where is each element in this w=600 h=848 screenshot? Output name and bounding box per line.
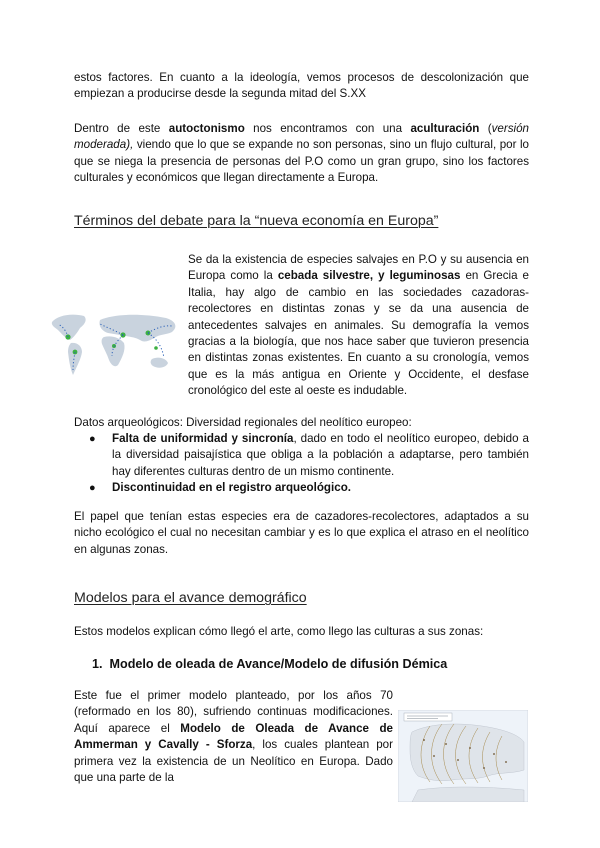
site-dot	[423, 739, 425, 741]
paragraph-especies-salvajes: Se da la existencia de especies salvajes en P.O y su ausencia en Europa como la cebada silvestre, y leguminosas en Grecia e Italia, hay algo de cambio en las sociedades cazadoras-recolectores en distintas zonas y se da una ausencia de antecedentes salvajes en animales. Su demografía la vemos gracias a la biología, que nos hace saber que tuvieron presencia en distintas zonas existentes. En cuanto a su cronología, vemos que es la más antigua en Oriente y Occidente, el desfase cronológico del este al oeste es indudable.	[74, 252, 529, 400]
site-dot	[483, 767, 485, 769]
bullet-list-diversidad	[74, 431, 529, 497]
paragraph-datos-arqueologicos: Datos arqueológicos: Diversidad regionales del neolítico europeo:	[74, 416, 412, 429]
europe-map-image	[398, 710, 528, 802]
site-dot	[457, 759, 459, 761]
site-dot	[505, 761, 507, 763]
origin-marker	[154, 346, 158, 350]
africa-coast	[412, 787, 524, 802]
paragraph-estos-modelos: Estos modelos explican cómo llegó el arte, como llego las culturas a sus zonas:	[74, 625, 484, 638]
paragraph-ideologia: estos factores. En cuanto a la ideología, vemos procesos de descolonización que empiezan a producirse desde la segunda mitad del S.XX	[74, 71, 529, 101]
list-item: ● Discontinuidad en el registro arqueológico.	[74, 480, 529, 496]
south-america-shape	[68, 343, 82, 375]
heading-terminos-debate: Términos del debate para la “nueva economía en Europa”	[74, 213, 439, 229]
site-dot	[469, 747, 471, 749]
bullet-dot-icon: ●	[89, 482, 96, 495]
africa-shape	[102, 336, 125, 366]
paragraph-primer-modelo: Este fue el primer modelo planteado, por los años 70 (reformado en los 80), sufriendo continuas modificaciones. Aquí aparece el Modelo de Oleada de Avance de Ammerman y Cavally - Sforza, los cuales plantean por primera vez la existencia de un Neolítico en Europa. Dado que una parte de la	[74, 688, 529, 802]
list-item: ● Falta de uniformidad y sincronía, dado en todo el neolítico europeo, debido a la diversidad paisajística que obliga a la población a adaptarse, pero también hay diferentes culturas dentro de un mismo continente.	[89, 432, 529, 478]
paragraph-autoctonismo: Dentro de este autoctonismo nos encontramos con una aculturación (versión moderada), viendo que lo que se expande no son personas, sino un flujo cultural, por lo que se niega la presencia de personas del P.O como un gran grupo, sino los factores culturales y económicos que llegan directamente a Europa.	[74, 122, 529, 185]
heading-modelo-oleada: 1. Modelo de oleada de Avance/Modelo de difusión Démica	[92, 657, 448, 671]
europe-landmass	[410, 724, 524, 781]
australia-shape	[151, 358, 168, 368]
site-dot	[493, 753, 495, 755]
site-dot	[445, 743, 447, 745]
bullet-dot-icon: ●	[89, 433, 96, 445]
heading-modelos-avance: Modelos para el avance demográfico	[74, 590, 307, 606]
site-dot	[433, 755, 435, 757]
world-map-image	[44, 306, 184, 382]
paragraph-papel-especies: El papel que tenían estas especies era de cazadores-recolectores, adaptados a su nicho ecológico el cual no necesitan cambiar y es lo que explica el atraso en el neolítico en algunas zonas.	[74, 510, 529, 556]
